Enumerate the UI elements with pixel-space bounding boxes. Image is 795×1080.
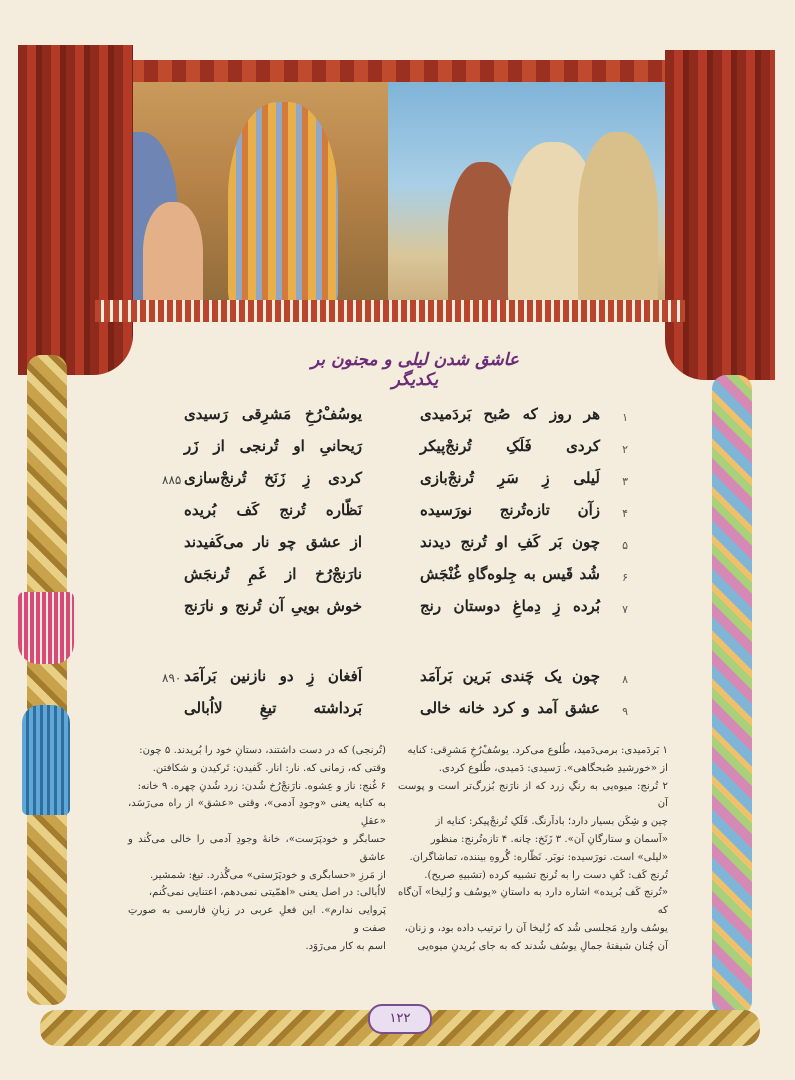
notes-right-column [398,742,668,956]
note-line: ۶ غُنج: ناز و عِشوه. نارَنجْ‌رُخ شُدن: زرد شُدنِ چهره. ۹ خانه: [137,780,386,792]
hemistich-first: چون یک چَندی بَرین بَرآمَد [420,667,600,685]
note-line: حسابگر و خودپَرَست»، خانهٔ وجودِ آدمی را خالی می‌کُند و عاشق [128,833,386,863]
hemistich-first: زآن تازه‌تُرنج نورَسیده [420,501,600,519]
page-number: ۱۲۲ [368,1004,432,1034]
verse-number: ۹ [622,705,628,718]
verse-row [180,533,628,565]
verse-row [180,501,628,533]
note-line: یوسُف واردِ مَجلسی شُد که زُلیخا آن را ترتیب داده بود، و زنان، [404,922,668,934]
hemistich-second: نَظّاره تُرنج کَف بُریده [184,501,362,519]
note-line: ۲ تُرنج: میوه‌یی به رنگِ زرد که از نارَنج بُزرگ‌تر است و پوست آن [398,780,668,810]
note-line: آن چُنان شیفتهٔ جمالِ یوسُف شُدند که به جای بُریدنِ میوه‌یی [417,940,668,952]
hemistich-second: کردی زِ زَنَخ تُرنجْ‌سازی [184,469,362,487]
illustration [78,82,690,312]
note-line: اسم به کار می‌رَوَد. [305,940,386,952]
note-line: به کنایه یعنی «وجودِ آدمی»، وقتی «عشق» از راه می‌رَسَد، «عقلِ [128,798,386,828]
hemistich-second: اَفغان زِ دو نازنین بَرآمَد [184,667,362,685]
figure-girl-3 [578,132,658,312]
figure-child [143,202,203,312]
rope-border-left [27,355,67,1005]
curtain-fringe [95,300,685,322]
hemistich-first: بُرده زِ دِماغِ دوستان رنج [420,597,600,615]
hemistich-second: رَیحانیِ او تُرنجی از زَر [184,437,362,455]
note-line: چین و شِکَن بسیار دارد؛ باداَرنگ. فَلَکِ تُرنجْ‌پیکر: کنایه از [435,816,668,828]
poem-title: عاشق شدن لیلی و مجنون بر یکدیگر [311,350,519,390]
verse-number: ۱ [622,411,628,424]
verse-row [180,699,628,731]
note-line: «لیلی» است. نورَسیده: نوبَر. نَظّاره: گُروهِ بیننده، تماشاگران. [409,851,668,863]
tassel-blue [22,705,70,815]
note-line: تُرنج کَف: کَفِ دست را به تُرنج تشبیه کرده (تشبیهِ صریح). [424,869,668,881]
figure-youth [228,102,338,312]
hemistich-first: لَیلی زِ سَرِ تُرنجْ‌بازی [420,469,600,487]
curtain-left [18,45,133,375]
note-line: از مَرزِ «حسابگری و خودپَرَستی» می‌گُذرد. تیغ: شمشیر. [149,869,386,881]
line-count: ۸۹۰ [162,671,182,685]
note-line: لااُبالی: در اصل یعنی «اهمّیتی نمی‌دهم، اعتنایی نمی‌کُنم، [148,887,386,899]
curtain-right [665,50,775,380]
note-line: وقتی که، زمانی که. نار: انار. کَفیدن: تَرکیدن و شکافتن. [152,762,386,774]
verse-number: ۲ [622,443,628,456]
verse-number: ۴ [622,507,628,520]
hemistich-second: نارَنجْ‌رُخ از غَمِ تُرنجَش [184,565,362,583]
notes-left-column [128,742,386,956]
verse-row [180,437,628,469]
hemistich-first: چون بَر کَفِ او تُرنج دیدند [420,533,600,551]
hemistich-first: کردی فَلَکِ تُرنجْ‌پیکر [420,437,600,455]
verse-number: ۶ [622,571,628,584]
verse-number: ۷ [622,603,628,616]
verse-row [180,565,628,597]
note-line: پَروایی ندارم». این فعلِ عربی در زبانِ فارسی به صورتِ صفت و [128,905,386,934]
verse-row [180,405,628,437]
note-line: از «خورشیدِ صُبحگاهی». رَسیدی: دَمیدی، طُلوع کردی. [438,762,668,774]
hemistich-second: خوش بوییِ آن تُرنج و نارَنج [184,597,362,615]
verse-row [162,667,628,699]
hemistich-first: هر روز که صُبح بَردَمیدی [420,405,600,423]
verse-number: ۸ [622,673,628,686]
note-line: «آسمان و ستارگانِ آن». ۳ زَنَخ: چانه. ۴ تازه‌تُرنج: منظور [430,833,668,845]
hemistich-first: عشق آمد و کرد خانه خالی [420,699,600,717]
tassel-pink [18,592,74,664]
note-line: (تُرنجی) که در دست داشتند، دستانِ خود را بُریدند. ۵ چون: [139,745,386,756]
illustration-right-panel [388,82,690,312]
hemistich-second: از عشق چو نار می‌کَفیدند [184,533,362,551]
note-line: «تُرنج کَف بُریده» اشاره دارد به داستانِ «یوسُف و زُلیخا» آن‌گاه که [398,887,668,917]
hemistich-second: یوسُفْ‌رُخِ مَشرِقی رَسیدی [184,405,362,423]
line-count: ۸۸۵ [162,473,182,487]
verse-number: ۵ [622,539,628,552]
note-line: ۱ بَردَمیدی: برمی‌دَمید، طُلوع می‌کرد. یوسُفْ‌رُخِ مَشرِقی: کنایه [407,745,668,756]
verse-row [180,597,628,629]
verse-row [162,469,628,501]
rope-border-right [712,375,752,1015]
verse-number: ۳ [622,475,628,488]
hemistich-first: شُد قَیس به جِلوه‌گاهِ غُنْجَش [420,565,600,583]
hemistich-second: بَرداشته تیغِ لااُبالی [184,699,362,717]
